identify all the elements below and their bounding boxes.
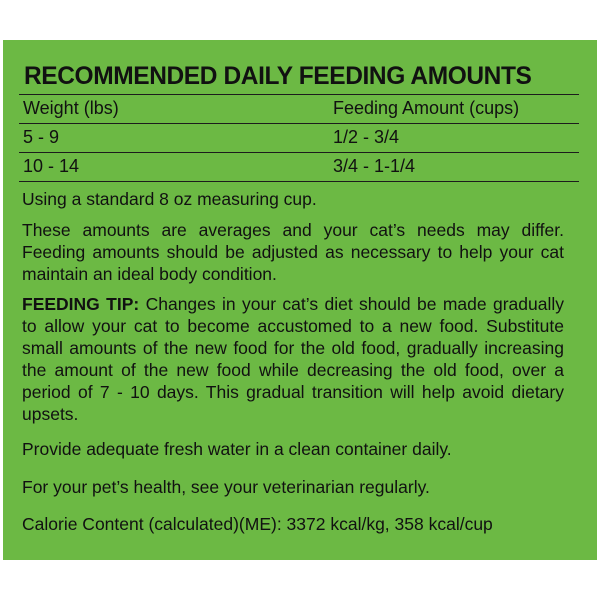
panel-title: RECOMMENDED DAILY FEEDING AMOUNTS [24,62,532,90]
table-row [19,123,579,152]
header-feeding-amount: Feeding Amount (cups) [333,98,520,118]
amount-cell: 3/4 - 1-1/4 [333,156,416,176]
feeding-tip-text: Changes in your cat’s diet should be made gradually to allow your cat to become accustomed to a new food. Substitute small amounts of the new food for the old food, gradually increasing the amount of the new food while decreasing the old food, over a period of 7 - 10 days. This gradual transition will help avoid dietary upsets. [22,294,564,424]
feeding-tip [22,293,564,425]
feeding-table [19,94,579,182]
amount-cell: 1/2 - 3/4 [333,127,400,147]
header-weight: Weight (lbs) [23,98,119,118]
calorie-content: Calorie Content (calculated)(ME): 3372 kcal/kg, 358 kcal/cup [22,514,493,534]
averages-note: These amounts are averages and your cat’s needs may differ. Feeding amounts should be adjusted as necessary to help your cat maintain an ideal body condition. [22,220,564,284]
weight-cell: 5 - 9 [23,127,60,147]
table-row [19,152,579,182]
table-header-row [19,94,579,123]
vet-note: For your pet’s health, see your veterinarian regularly. [22,477,430,497]
feeding-panel [3,40,597,560]
measuring-note: Using a standard 8 oz measuring cup. [22,189,317,209]
water-note: Provide adequate fresh water in a clean container daily. [22,439,452,459]
weight-cell: 10 - 14 [23,156,80,176]
feeding-tip-label: FEEDING TIP: [22,294,140,314]
